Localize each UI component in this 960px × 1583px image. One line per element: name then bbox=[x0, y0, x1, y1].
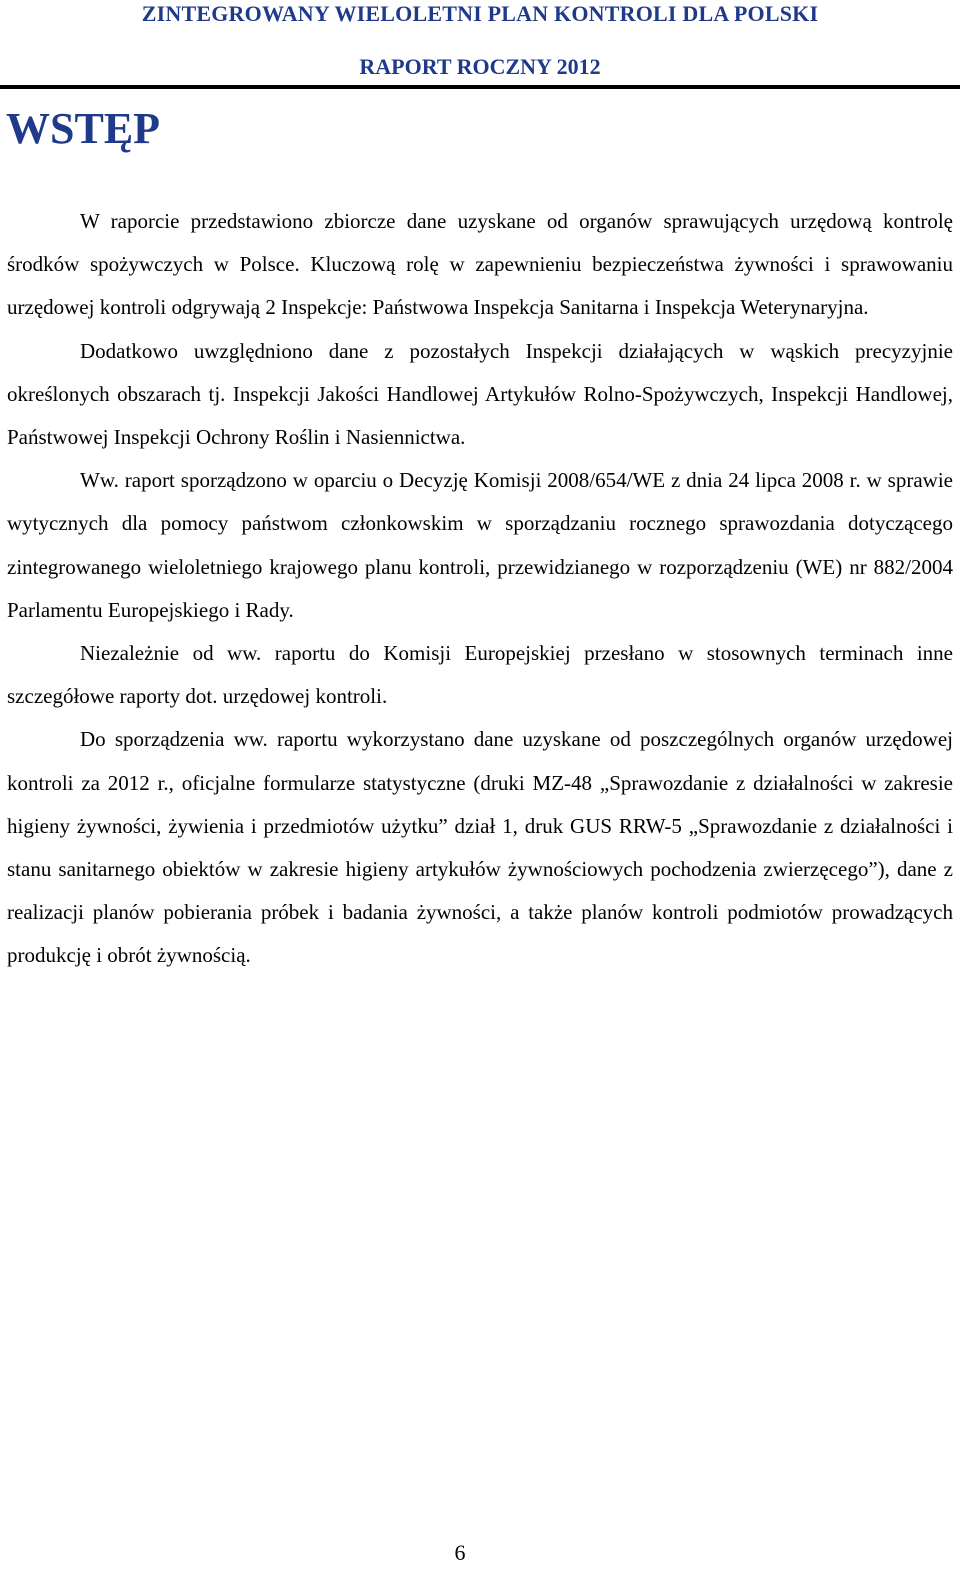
header-divider bbox=[0, 85, 960, 89]
paragraph-4: Niezależnie od ww. raportu do Komisji Europejskiej przesłano w stosownych terminach inne szczegółowe raporty dot. urzędowej kontroli. bbox=[7, 641, 953, 709]
paragraph-3: Ww. raport sporządzono w oparciu o Decyzję Komisji 2008/654/WE z dnia 24 lipca 2008 r. w sprawie wytycznych dla pomocy państwom członkowskim w sporządzaniu rocznego sprawozdania dotyczącego zintegrowanego wieloletniego krajowego planu kontroli, przewidzianego w rozporządzeniu (WE) nr 882/2004 Parlamentu Europejskiego i Rady. bbox=[7, 468, 953, 622]
document-header-subtitle: RAPORT ROCZNY 2012 bbox=[359, 54, 601, 79]
page-number: 6 bbox=[454, 1540, 466, 1565]
paragraph-1: W raporcie przedstawiono zbiorcze dane uzyskane od organów sprawujących urzędową kontrolę środków spożywczych w Polsce. Kluczową rolę w zapewnieniu bezpieczeństwa żywności i sprawowaniu urzędowej kontroli odgrywają 2 Inspekcje: Państwowa Inspekcja Sanitarna i Inspekcja Weterynaryjna. bbox=[7, 209, 953, 320]
paragraph-5: Do sporządzenia ww. raportu wykorzystano dane uzyskane od poszczególnych organów urzędowej kontroli za 2012 r., oficjalne formularze statystyczne (druki MZ-48 „Sprawozdanie z działalności w zakresie higieny żywności, żywienia i przedmiotów użytku” dział 1, druk GUS RRW-5 „Sprawozdanie z działalności i stanu sanitarnego obiektów w zakresie higieny artykułów żywnościowych pochodzenia zwierzęcego”), dane z realizacji planów pobierania próbek i badania żywności, a także planów kontroli podmiotów prowadzących produkcję i obrót żywnością. bbox=[7, 727, 953, 968]
paragraph-2: Dodatkowo uwzględniono dane z pozostałych Inspekcji działających w wąskich precyzyjnie określonych obszarach tj. Inspekcji Jakości Handlowej Artykułów Rolno-Spożywczych, Inspekcji Handlowej, Państwowej Inspekcji Ochrony Roślin i Nasiennictwa. bbox=[7, 338, 953, 450]
body-text bbox=[7, 200, 953, 978]
document-header-title: ZINTEGROWANY WIELOLETNI PLAN KONTROLI DLA POLSKI bbox=[141, 1, 819, 26]
section-title: WSTĘP bbox=[6, 104, 161, 153]
